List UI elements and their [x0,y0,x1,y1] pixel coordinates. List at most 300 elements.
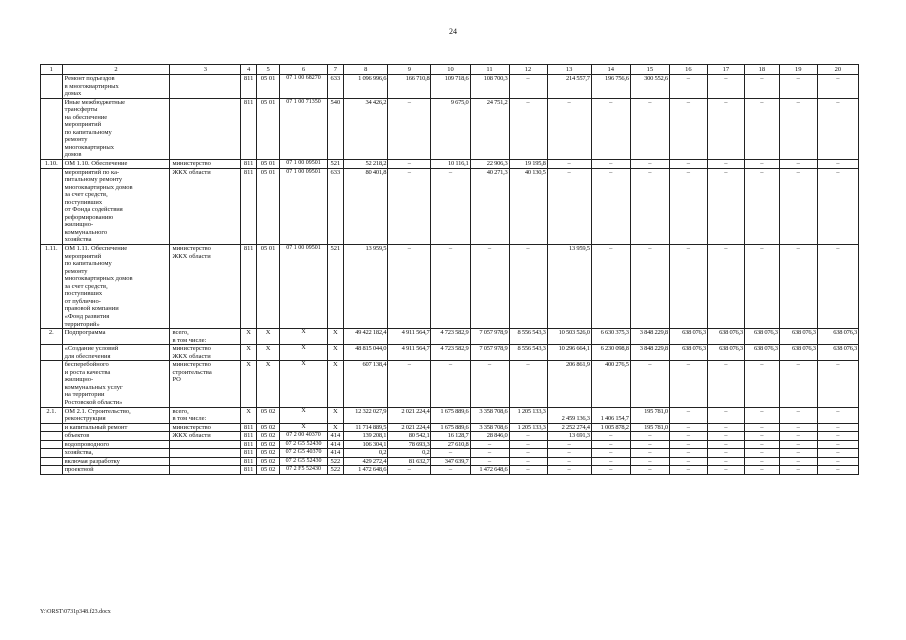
table-cell: – [779,361,817,407]
table-cell: Подпрограмма [62,329,170,345]
table-cell: Х [327,345,343,361]
table-cell: – [779,449,817,458]
table-cell: 12 322 027,9 [344,407,388,423]
table-cell: – [817,440,858,449]
header-cell: 10 [431,65,470,75]
table-cell: 13 959,5 [547,245,591,329]
table-cell: 05 02 [256,466,280,475]
table-cell: 811 [241,466,256,475]
header-cell: 7 [327,65,343,75]
table-cell: 10 503 526,0 [547,329,591,345]
table-cell: 07 1 00 71350 [280,98,327,159]
table-cell: 8 556 543,3 [509,329,547,345]
header-cell: 19 [779,65,817,75]
table-row [41,160,859,169]
table-cell: 811 [241,168,256,244]
table-cell [41,449,63,458]
table-cell: – [744,457,779,466]
table-cell: – [509,457,547,466]
header-cell: 12 [509,65,547,75]
table-cell: министерство [170,423,241,432]
table-cell: хозяйства, [62,449,170,458]
table-cell: 300 552,6 [630,75,669,99]
table-cell: – [431,245,470,329]
table-cell: – [707,423,744,432]
table-cell: 3 358 708,6 [470,407,509,423]
table-cell: – [707,440,744,449]
table-cell: – [779,75,817,99]
table-row [41,407,859,423]
table-cell: 13 691,3 [547,432,591,441]
table-cell: Х [280,345,327,361]
table-cell: – [547,168,591,244]
table-cell: Х [241,407,256,423]
table-cell: – [779,407,817,423]
table-row [41,449,859,458]
table-cell: – [744,407,779,423]
table-cell: 166 710,8 [388,75,431,99]
table-cell: – [817,168,858,244]
table-cell: 28 846,0 [470,432,509,441]
table-cell: 07 1 00 09501 [280,160,327,169]
header-cell: 1 [41,65,63,75]
table-cell: – [779,245,817,329]
table-cell: 49 422 182,4 [344,329,388,345]
table-cell: 638 076,3 [817,345,858,361]
table-cell: 07 2 G5 52430 [280,457,327,466]
table-cell: 05 02 [256,407,280,423]
table-cell: – [630,449,669,458]
table-cell: – [744,245,779,329]
table-cell: 07 2 G5 40370 [280,449,327,458]
table-cell: – [817,449,858,458]
table-cell [170,457,241,466]
table-cell: объектов [62,432,170,441]
table-cell: – [779,98,817,159]
table-cell: – [431,168,470,244]
table-cell: – [817,432,858,441]
table-cell: 214 557,7 [547,75,591,99]
table-cell: 19 195,8 [509,160,547,169]
table-cell: 196 756,6 [591,75,630,99]
table-cell: – [744,440,779,449]
table-cell: – [591,168,630,244]
table-cell: – [779,466,817,475]
table-cell: 27 610,8 [431,440,470,449]
table-body [41,65,859,475]
table-cell: – [744,361,779,407]
table-cell [170,449,241,458]
table-cell: 4 911 564,7 [388,345,431,361]
table-cell: 07 1 00 09501 [280,245,327,329]
table-cell: – [591,98,630,159]
table-cell: 40 130,5 [509,168,547,244]
table-row [41,432,859,441]
table-cell: 4 723 582,9 [431,345,470,361]
table-cell [41,457,63,466]
header-cell: 2 [62,65,170,75]
table-cell: – [509,361,547,407]
table-cell: 811 [241,440,256,449]
table-cell: 139 208,1 [344,432,388,441]
table-cell: ОМ 1.11. Обеспечение мероприятий по капитальному ремонту многоквартирных домов за счет средств, поступивших от публично- правовой компании «Фонд развития территорий» [62,245,170,329]
table-cell: – [630,160,669,169]
table-cell: – [509,440,547,449]
table-cell: 16 128,7 [431,432,470,441]
table-cell: 206 861,9 [547,361,591,407]
table-cell: – [509,449,547,458]
table-cell [41,440,63,449]
table-cell: – [669,449,707,458]
table-cell: – [669,466,707,475]
table-cell: министерство строительства РО [170,361,241,407]
table-cell [41,98,63,159]
table-cell: – [669,407,707,423]
table-cell: – [547,98,591,159]
table-cell: 78 693,3 [388,440,431,449]
table-cell [41,168,63,244]
table-cell: – [744,98,779,159]
table-cell: Х [327,329,343,345]
header-cell: 9 [388,65,431,75]
table-cell: 638 076,3 [779,345,817,361]
table-cell: – [669,423,707,432]
table-row [41,457,859,466]
table-cell: и капитальный ремонт [62,423,170,432]
table-cell: 811 [241,449,256,458]
table-cell: – [547,457,591,466]
table-cell: – [470,440,509,449]
table-cell: 2 252 274,4 [547,423,591,432]
table-cell: 638 076,3 [669,345,707,361]
table-cell: – [547,160,591,169]
table-cell: – [591,449,630,458]
header-cell: 17 [707,65,744,75]
header-cell: 14 [591,65,630,75]
table-cell: 05 01 [256,160,280,169]
table-cell: 522 [327,466,343,475]
page-number: 24 [449,27,457,36]
table-cell: 540 [327,98,343,159]
table-cell: – [817,160,858,169]
table-cell: 48 815 044,0 [344,345,388,361]
table-cell: 2 459 136,3 [547,407,591,423]
footer-path: Y:\ORST\0731p348.f23.docx [40,609,111,615]
table-cell: 638 076,3 [669,329,707,345]
table-cell: Х [241,329,256,345]
table-cell: Х [327,407,343,423]
table-cell: – [817,466,858,475]
table-cell: ЖКХ области [170,432,241,441]
table-cell: 40 271,3 [470,168,509,244]
table-cell: 1 005 878,2 [591,423,630,432]
table-cell: Х [280,361,327,407]
table-cell: – [707,361,744,407]
table-cell: – [669,160,707,169]
table-cell: – [817,407,858,423]
table-cell: – [630,168,669,244]
table-cell: 811 [241,245,256,329]
table-cell: ОМ 2.1. Строительство, реконструкция [62,407,170,423]
budget-table [40,64,859,475]
header-cell: 4 [241,65,256,75]
table-row [41,245,859,329]
table-cell: всего, в том числе: [170,407,241,423]
table-cell: – [669,432,707,441]
table-cell: 3 848 229,8 [630,345,669,361]
table-cell: – [669,98,707,159]
header-cell: 18 [744,65,779,75]
table-cell: 633 [327,75,343,99]
header-cell: 16 [669,65,707,75]
table-cell: 05 01 [256,245,280,329]
table-row [41,98,859,159]
table-cell: – [591,245,630,329]
table-cell: Х [241,345,256,361]
table-cell: – [817,423,858,432]
header-cell: 8 [344,65,388,75]
header-cell: 11 [470,65,509,75]
table-cell: – [707,75,744,99]
table-cell: 80 542,1 [388,432,431,441]
header-cell: 13 [547,65,591,75]
table-cell: Х [256,329,280,345]
table-cell: – [509,466,547,475]
table-cell: – [509,98,547,159]
table-cell: – [817,361,858,407]
table-cell: 4 911 564,7 [388,329,431,345]
header-cell: 15 [630,65,669,75]
table-cell: Иные межбюджетные трансферты на обеспечение мероприятий по капитальному ремонту многоквартирных домов [62,98,170,159]
table-cell: 05 02 [256,423,280,432]
table-cell: – [707,160,744,169]
table-cell: 7 057 978,9 [470,329,509,345]
table-cell: 1 675 889,6 [431,423,470,432]
table-cell: 05 01 [256,98,280,159]
table-cell: – [388,98,431,159]
table-cell: Х [327,423,343,432]
header-cell: 6 [280,65,327,75]
table-cell: – [547,440,591,449]
table-cell [170,98,241,159]
table-cell: – [707,449,744,458]
table-cell: 81 632,7 [388,457,431,466]
table-cell: 2. [41,329,63,345]
table-cell: 05 02 [256,457,280,466]
table-cell: – [547,449,591,458]
table-cell: – [630,361,669,407]
table-cell [41,423,63,432]
table-row [41,361,859,407]
table-cell: Х [256,361,280,407]
table-cell: 1.10. [41,160,63,169]
table-cell [41,432,63,441]
table-cell: Х [327,361,343,407]
table-cell: 11 714 889,5 [344,423,388,432]
table-cell: – [744,168,779,244]
table-cell: 7 057 978,9 [470,345,509,361]
table-row [41,466,859,475]
table-cell: 1 472 648,6 [344,466,388,475]
table-cell: 638 076,3 [744,329,779,345]
table-cell: 633 [327,168,343,244]
table-cell: 638 076,3 [707,329,744,345]
table-cell: – [707,466,744,475]
table-cell: 521 [327,160,343,169]
table-cell: 1.11. [41,245,63,329]
table-cell: – [707,432,744,441]
table-cell: 638 076,3 [817,329,858,345]
table-cell: Х [280,423,327,432]
table-cell: – [591,457,630,466]
table-cell: «Создание условий для обеспечения [62,345,170,361]
table-cell: 05 02 [256,432,280,441]
table-cell: – [669,361,707,407]
table-cell: 1 205 133,3 [509,423,547,432]
table-cell: 811 [241,423,256,432]
table-cell: 05 02 [256,449,280,458]
table-cell: 106 304,1 [344,440,388,449]
table-cell: – [707,407,744,423]
table-cell: – [431,466,470,475]
table-row [41,329,859,345]
table-cell: 811 [241,457,256,466]
table-cell: Ремонт подъездов в многоквартирных домах [62,75,170,99]
table-cell: – [669,457,707,466]
table-cell: 607 138,4 [344,361,388,407]
table-cell: 521 [327,245,343,329]
table-cell: 24 751,2 [470,98,509,159]
table-cell: – [817,98,858,159]
table-cell: 1 406 154,7 [591,407,630,423]
table-cell [41,75,63,99]
table-cell: – [630,466,669,475]
table-cell: – [744,160,779,169]
table-cell: – [431,361,470,407]
table-cell: – [669,245,707,329]
table-cell: – [779,168,817,244]
table-cell: – [470,361,509,407]
table-cell: Х [256,345,280,361]
table-cell: 8 556 543,3 [509,345,547,361]
table-cell: – [707,98,744,159]
table-row [41,423,859,432]
table-cell: 13 959,5 [344,245,388,329]
table-row [41,75,859,99]
table-cell: 108 700,3 [470,75,509,99]
table-cell: – [669,75,707,99]
table-cell: 1 675 889,6 [431,407,470,423]
table-cell: 2 021 224,4 [388,423,431,432]
table-cell: бесперебойного и роста качества жилищно- коммунальных услуг на территории Ростовской области» [62,361,170,407]
table-cell: 07 1 00 68270 [280,75,327,99]
table-cell [41,361,63,407]
table-cell: – [630,98,669,159]
table-cell: 811 [241,160,256,169]
table-cell: 07 2 00 40370 [280,432,327,441]
table-cell: 638 076,3 [744,345,779,361]
table-cell: 195 781,0 [630,423,669,432]
table-cell: 109 718,6 [431,75,470,99]
table-cell: 6 230 098,8 [591,345,630,361]
header-cell: 5 [256,65,280,75]
table-cell: министерство ЖКХ области [170,345,241,361]
header-cell: 20 [817,65,858,75]
table-cell [41,345,63,361]
table-cell: – [388,160,431,169]
table-cell: 05 01 [256,168,280,244]
table-cell: – [470,245,509,329]
table-cell: – [744,466,779,475]
table-cell: – [591,466,630,475]
table-cell: – [707,457,744,466]
table-cell: – [388,466,431,475]
table-cell: – [470,449,509,458]
table-cell: 0,2 [344,449,388,458]
table-cell: – [669,440,707,449]
table-cell: ОМ 1.10. Обеспечение [62,160,170,169]
table-cell: министерство ЖКХ области [170,245,241,329]
table-cell: 1 205 133,3 [509,407,547,423]
table-cell: – [388,361,431,407]
table-row [41,440,859,449]
table-cell: – [470,457,509,466]
table-cell: – [744,449,779,458]
table-cell: – [630,245,669,329]
table-cell: – [591,160,630,169]
table-cell: 52 218,2 [344,160,388,169]
table-cell: проектной [62,466,170,475]
table-cell: – [707,168,744,244]
table-cell: – [509,245,547,329]
table-cell: 347 639,7 [431,457,470,466]
table-cell: – [779,440,817,449]
table-cell: – [630,457,669,466]
table-cell: 811 [241,432,256,441]
table-cell: министерство [170,160,241,169]
table-cell: – [779,457,817,466]
table-row [41,345,859,361]
table-cell: – [779,160,817,169]
table-cell: – [744,75,779,99]
table-cell: 1 096 996,6 [344,75,388,99]
table-cell: Х [280,329,327,345]
table-cell: 414 [327,432,343,441]
table-cell: – [547,466,591,475]
table-cell: – [509,75,547,99]
table-cell [170,466,241,475]
table-cell: 638 076,3 [707,345,744,361]
table-cell: 638 076,3 [779,329,817,345]
table-cell: – [388,245,431,329]
table-cell: 10 296 664,1 [547,345,591,361]
table-cell: – [591,432,630,441]
table-cell: 10 116,1 [431,160,470,169]
table-cell: 05 02 [256,440,280,449]
table-cell: включая разработку [62,457,170,466]
table-cell: – [817,457,858,466]
header-cell: 3 [170,65,241,75]
table-header-row [41,65,859,75]
table-cell: 3 848 229,8 [630,329,669,345]
table-cell: мероприятий по ка- питальному ремонту многоквартирных домов за счет средств, поступивших от Фонда содействия реформированию жилищно- коммунального хозяйства [62,168,170,244]
table-cell: 9 675,0 [431,98,470,159]
table-cell: 34 426,2 [344,98,388,159]
table-cell: – [817,245,858,329]
table-cell: 6 630 375,3 [591,329,630,345]
table-cell: 07 2 F5 52430 [280,466,327,475]
table-cell: 400 276,5 [591,361,630,407]
